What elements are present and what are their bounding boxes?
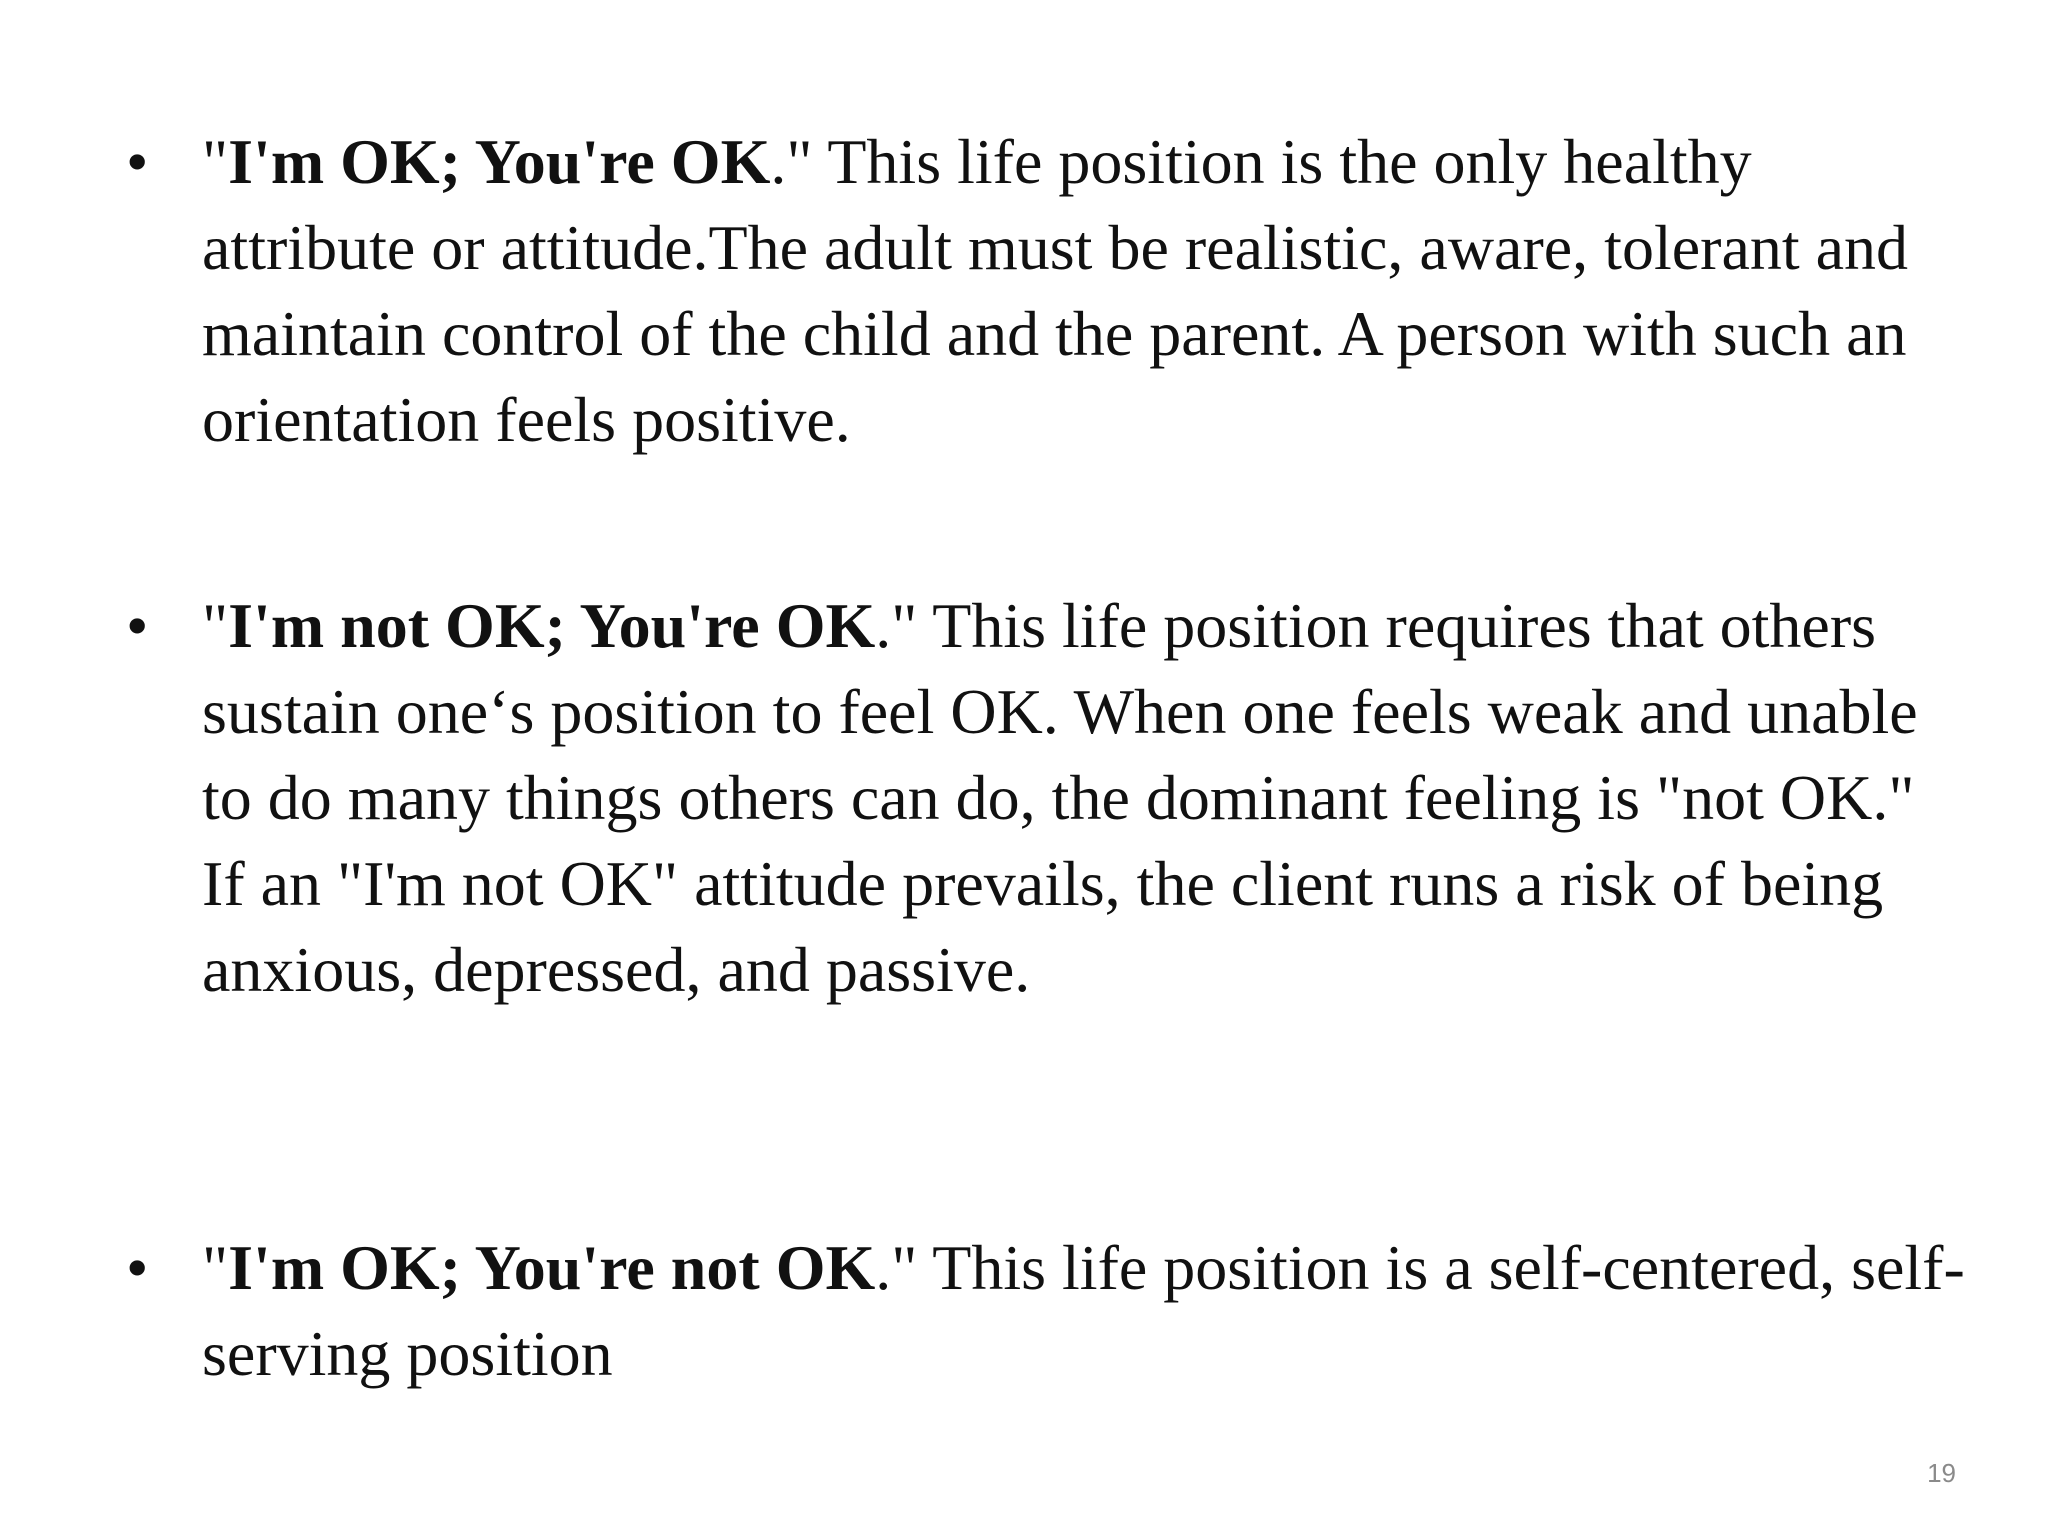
open-quote: " [202,1232,229,1303]
life-position-title: I'm OK; You're OK [228,126,771,197]
life-position-title: I'm not OK; You're OK [228,590,876,661]
page-number: 19 [1927,1458,1956,1488]
life-position-description: ." This life position requires that others sustain one‘s position to feel OK. When one feels weak and unable to do many things others can do, the dominant feeling is "not OK." If an "I'm not OK" attitude prevails, the client runs a risk of being anxious, depressed, and passive. [202,590,1918,1005]
bullet-text [202,583,1966,1013]
life-position-description: ." This life position is the only healthy attribute or attitude.The adult must be realistic, aware, tolerant and maintain control of the child and the parent. A person with such an orientation feels positive. [202,126,1909,455]
open-quote: " [202,126,229,197]
bullet-marker: • [126,590,149,661]
bullet-marker: • [126,126,149,197]
life-position-description: ." This life position is a self-centered, self-serving position [202,1232,1965,1389]
bullet-text [202,1225,1966,1397]
bullet-marker: • [126,1232,149,1303]
life-position-title: I'm OK; You're not OK [228,1232,876,1303]
bullet-text [202,119,1966,463]
open-quote: " [202,590,229,661]
